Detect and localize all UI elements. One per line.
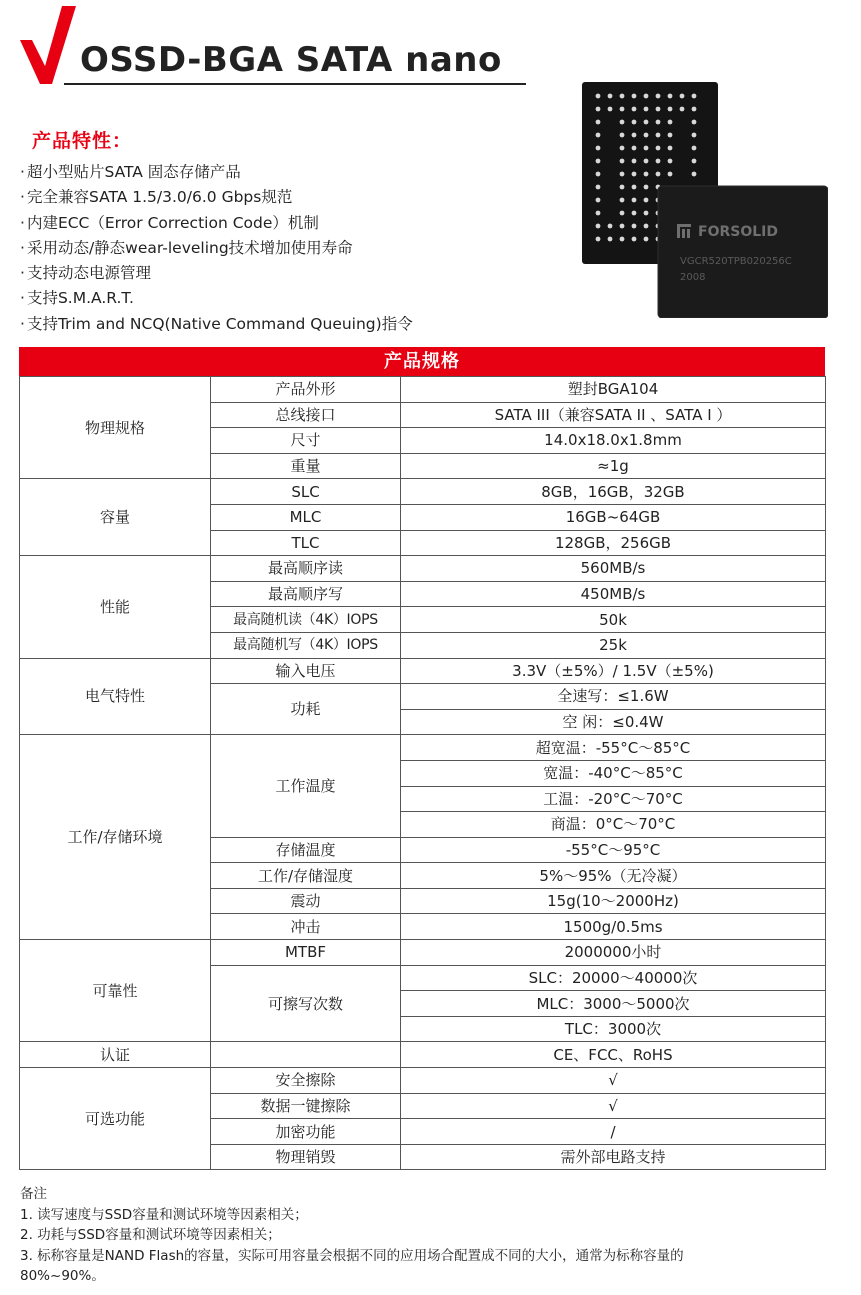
spec-value: TLC：3000次 bbox=[401, 1016, 826, 1042]
forsolid-logo-icon bbox=[677, 224, 691, 238]
spec-item: 存储温度 bbox=[211, 837, 401, 863]
spec-value: 50k bbox=[401, 607, 826, 633]
spec-table bbox=[19, 376, 826, 1170]
feature-item: · 支持Trim and NCQ(Native Command Queuing)指令 bbox=[20, 312, 413, 337]
spec-item: 安全擦除 bbox=[211, 1068, 401, 1094]
spec-category: 电气特性 bbox=[20, 658, 211, 735]
spec-value: / bbox=[401, 1119, 826, 1145]
table-row bbox=[20, 556, 826, 582]
spec-item: 最高顺序写 bbox=[211, 581, 401, 607]
spec-value: 超宽温：-55°C～85°C bbox=[401, 735, 826, 761]
spec-value: 560MB/s bbox=[401, 556, 826, 582]
notes-heading: 备注 bbox=[20, 1186, 47, 1202]
spec-item: 物理销毁 bbox=[211, 1144, 401, 1170]
spec-item: 最高随机读（4K）IOPS bbox=[211, 607, 401, 633]
spec-value: -55°C～95°C bbox=[401, 837, 826, 863]
spec-category: 可选功能 bbox=[20, 1068, 211, 1170]
feature-item: · 支持动态电源管理 bbox=[20, 261, 413, 286]
table-row bbox=[20, 658, 826, 684]
spec-item: 产品外形 bbox=[211, 377, 401, 403]
spec-value: √ bbox=[401, 1068, 826, 1094]
spec-value: 需外部电路支持 bbox=[401, 1144, 826, 1170]
table-row bbox=[20, 940, 826, 966]
spec-table-title: 产品规格 bbox=[19, 347, 825, 376]
spec-value: 128GB，256GB bbox=[401, 530, 826, 556]
feature-item: · 支持S.M.A.R.T. bbox=[20, 286, 413, 311]
features-list bbox=[20, 160, 413, 337]
brand-logo bbox=[18, 6, 86, 84]
spec-item bbox=[211, 1042, 401, 1068]
note-item: 2. 功耗与SSD容量和测试环境等因素相关； bbox=[20, 1227, 281, 1243]
spec-value: 全速写：≤1.6W bbox=[401, 684, 826, 710]
feature-item: · 采用动态/静态wear-leveling技术增加使用寿命 bbox=[20, 236, 413, 261]
spec-item: 尺寸 bbox=[211, 428, 401, 454]
spec-value: 工温：-20°C～70°C bbox=[401, 786, 826, 812]
spec-value: 16GB~64GB bbox=[401, 504, 826, 530]
spec-item: 功耗 bbox=[211, 684, 401, 735]
spec-value: √ bbox=[401, 1093, 826, 1119]
spec-value: 3.3V（±5%）/ 1.5V（±5%) bbox=[401, 658, 826, 684]
spec-value: 15g(10～2000Hz) bbox=[401, 888, 826, 914]
product-title: OSSD-BGA SATA nano bbox=[80, 40, 502, 80]
spec-item: 数据一键擦除 bbox=[211, 1093, 401, 1119]
spec-item: 可擦写次数 bbox=[211, 965, 401, 1042]
spec-item: MLC bbox=[211, 504, 401, 530]
feature-item: · 内建ECC（Error Correction Code）机制 bbox=[20, 211, 413, 236]
product-chip-photo bbox=[582, 82, 828, 318]
chip-part-number: VGCR520TPB020256C bbox=[680, 256, 792, 267]
feature-item: · 完全兼容SATA 1.5/3.0/6.0 Gbps规范 bbox=[20, 185, 413, 210]
spec-item: 最高随机写（4K）IOPS bbox=[211, 632, 401, 658]
spec-value: 14.0x18.0x1.8mm bbox=[401, 428, 826, 454]
note-item: 3. 标称容量是NAND Flash的容量，实际可用容量会根据不同的应用场合配置成不同的大小，通常为标称容量的 bbox=[20, 1247, 684, 1264]
spec-category: 性能 bbox=[20, 556, 211, 658]
note-item: 80%~90%。 bbox=[20, 1268, 105, 1284]
spec-category: 容量 bbox=[20, 479, 211, 556]
spec-value: 25k bbox=[401, 632, 826, 658]
spec-value: 2000000小时 bbox=[401, 940, 826, 966]
table-row bbox=[20, 479, 826, 505]
spec-item: 加密功能 bbox=[211, 1119, 401, 1145]
spec-item: 震动 bbox=[211, 888, 401, 914]
spec-item: TLC bbox=[211, 530, 401, 556]
spec-value: 空 闲：≤0.4W bbox=[401, 709, 826, 735]
spec-value: 5%～95%（无冷凝） bbox=[401, 863, 826, 889]
spec-value: SLC：20000～40000次 bbox=[401, 965, 826, 991]
spec-item: MTBF bbox=[211, 940, 401, 966]
spec-value: 塑封BGA104 bbox=[401, 377, 826, 403]
spec-item: 最高顺序读 bbox=[211, 556, 401, 582]
table-row bbox=[20, 377, 826, 403]
table-row bbox=[20, 1042, 826, 1068]
table-row bbox=[20, 735, 826, 761]
spec-value: MLC：3000～5000次 bbox=[401, 991, 826, 1017]
spec-category: 认证 bbox=[20, 1042, 211, 1068]
spec-value: 8GB，16GB，32GB bbox=[401, 479, 826, 505]
chip-brand: FORSOLID bbox=[698, 224, 778, 240]
table-row bbox=[20, 1068, 826, 1094]
spec-category: 工作/存储环境 bbox=[20, 735, 211, 940]
spec-category: 可靠性 bbox=[20, 940, 211, 1042]
spec-item: SLC bbox=[211, 479, 401, 505]
spec-value: 450MB/s bbox=[401, 581, 826, 607]
spec-value: SATA III（兼容SATA II 、SATA I ） bbox=[401, 402, 826, 428]
spec-value: 1500g/0.5ms bbox=[401, 914, 826, 940]
spec-value: 宽温：-40°C～85°C bbox=[401, 760, 826, 786]
title-underline bbox=[64, 83, 526, 85]
features-heading: 产品特性： bbox=[32, 130, 133, 152]
chip-date-code: 2008 bbox=[680, 272, 706, 283]
feature-item: · 超小型贴片SATA 固态存储产品 bbox=[20, 160, 413, 185]
spec-value: ≈1g bbox=[401, 453, 826, 479]
spec-item: 冲击 bbox=[211, 914, 401, 940]
spec-item: 工作温度 bbox=[211, 735, 401, 837]
notes bbox=[20, 1184, 684, 1287]
spec-item: 重量 bbox=[211, 453, 401, 479]
spec-category: 物理规格 bbox=[20, 377, 211, 479]
spec-item: 工作/存储湿度 bbox=[211, 863, 401, 889]
spec-value: CE、FCC、RoHS bbox=[401, 1042, 826, 1068]
spec-item: 输入电压 bbox=[211, 658, 401, 684]
spec-value: 商温：0°C～70°C bbox=[401, 812, 826, 838]
note-item: 1. 读写速度与SSD容量和测试环境等因素相关； bbox=[20, 1206, 308, 1223]
spec-item: 总线接口 bbox=[211, 402, 401, 428]
